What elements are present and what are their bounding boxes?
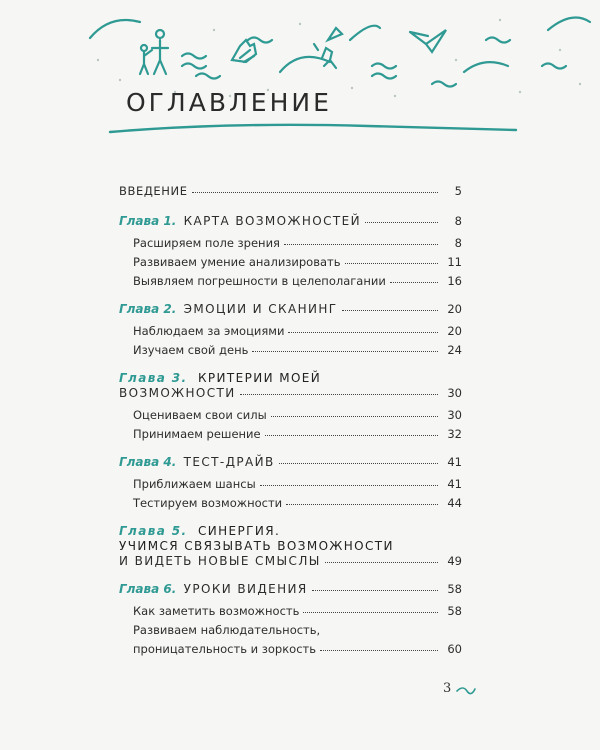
figure-icon bbox=[322, 48, 336, 68]
chapter-title-last-line bbox=[119, 386, 462, 400]
table-of-contents bbox=[119, 184, 462, 670]
chapter-5-entry[interactable] bbox=[119, 524, 462, 568]
leader-dots bbox=[312, 589, 438, 591]
arc-decoration bbox=[280, 57, 330, 72]
chapter-6-entry[interactable] bbox=[119, 582, 462, 596]
chapter-block bbox=[119, 371, 462, 441]
chapter-title: СИНЕРГИЯ. bbox=[197, 524, 281, 538]
page-number-swirl bbox=[455, 683, 477, 697]
chapter-title-last-line bbox=[119, 554, 462, 568]
section-entry[interactable] bbox=[133, 343, 462, 357]
chapter-1-entry[interactable] bbox=[119, 214, 462, 228]
title-underline bbox=[108, 118, 518, 138]
chapter-title: ТЕСТ-ДРАЙВ bbox=[183, 455, 275, 469]
chapter-title: И ВИДЕТЬ НОВЫЕ СМЫСЛЫ bbox=[119, 554, 321, 568]
section-label: Развиваем наблюдательность, bbox=[133, 623, 321, 637]
section-entry[interactable] bbox=[133, 255, 462, 269]
chapter-title: ВОЗМОЖНОСТИ bbox=[119, 386, 236, 400]
arc-decoration bbox=[548, 18, 590, 31]
section-label: Приближаем шансы bbox=[133, 477, 256, 491]
chapter-title: КАРТА ВОЗМОЖНОСТЕЙ bbox=[183, 214, 361, 228]
arc-decoration bbox=[464, 62, 508, 72]
page-number: 3 bbox=[443, 681, 452, 696]
leader-dots bbox=[240, 393, 438, 395]
section-label: Изучаем свой день bbox=[133, 343, 249, 357]
section-entry-multiline[interactable] bbox=[133, 623, 462, 656]
chapter-sections bbox=[119, 324, 462, 357]
chapter-title-line bbox=[119, 524, 462, 539]
section-entry[interactable] bbox=[133, 477, 462, 491]
leader-dots bbox=[192, 191, 438, 193]
leader-dots bbox=[325, 561, 438, 563]
chapter-page: 8 bbox=[454, 214, 462, 228]
person-icon bbox=[156, 30, 164, 38]
chapter-sections bbox=[119, 477, 462, 510]
chapter-sections bbox=[119, 236, 462, 288]
chapter-block bbox=[119, 582, 462, 656]
chapter-title-lines bbox=[119, 371, 462, 400]
wave-decoration bbox=[486, 38, 510, 43]
section-label: Наблюдаем за эмоциями bbox=[133, 324, 285, 338]
section-label: Как заметить возможность bbox=[133, 604, 300, 618]
chapter-prefix: Глава 3. bbox=[119, 371, 188, 385]
leader-dots bbox=[288, 331, 438, 333]
section-page: 32 bbox=[447, 427, 462, 441]
section-label: проницательность и зоркость bbox=[133, 642, 316, 656]
wave-decoration bbox=[372, 74, 396, 79]
leader-dots bbox=[252, 350, 438, 352]
chapter-title-line bbox=[119, 539, 462, 554]
section-entry[interactable] bbox=[133, 274, 462, 288]
section-page: 58 bbox=[447, 604, 462, 618]
section-label: Развиваем умение анализировать bbox=[133, 255, 341, 269]
chapter-prefix: Глава 5. bbox=[119, 524, 188, 538]
arc-decoration bbox=[90, 20, 140, 38]
section-entry[interactable] bbox=[133, 496, 462, 510]
wave-decoration bbox=[542, 64, 566, 69]
origami-bird-icon bbox=[410, 30, 446, 52]
arc-decoration bbox=[350, 26, 380, 40]
leader-dots bbox=[265, 434, 438, 436]
wave-decoration bbox=[182, 54, 206, 59]
leader-dots bbox=[365, 221, 438, 223]
section-entry[interactable] bbox=[133, 604, 462, 618]
section-label: Выявляем погрешности в целеполагании bbox=[133, 274, 386, 288]
hands-icon bbox=[232, 40, 256, 62]
leader-dots bbox=[271, 415, 438, 417]
leader-dots bbox=[390, 281, 438, 283]
section-first-line bbox=[133, 623, 462, 637]
chapter-prefix: Глава 1. bbox=[119, 214, 177, 228]
toc-intro-label: ВВЕДЕНИЕ bbox=[119, 184, 188, 198]
section-page: 24 bbox=[447, 343, 462, 357]
chapter-sections bbox=[119, 408, 462, 441]
leader-dots bbox=[284, 243, 438, 245]
chapter-block bbox=[119, 214, 462, 288]
page-title: ОГЛАВЛЕНИЕ bbox=[126, 88, 332, 117]
chapter-2-entry[interactable] bbox=[119, 302, 462, 316]
chapter-title: КРИТЕРИИ МОЕЙ bbox=[197, 371, 322, 385]
section-entry[interactable] bbox=[133, 427, 462, 441]
chapter-title: УЧИМСЯ СВЯЗЫВАТЬ ВОЗМОЖНОСТИ bbox=[119, 539, 394, 553]
wave-decoration bbox=[196, 74, 220, 79]
chapter-title: УРОКИ ВИДЕНИЯ bbox=[183, 582, 308, 596]
leader-dots bbox=[345, 262, 438, 264]
section-page: 16 bbox=[447, 274, 462, 288]
section-entry[interactable] bbox=[133, 324, 462, 338]
chapter-title: ЭМОЦИИ И СКАНИНГ bbox=[183, 302, 338, 316]
section-page: 44 bbox=[447, 496, 462, 510]
wave-decoration bbox=[182, 64, 206, 69]
chapter-block bbox=[119, 302, 462, 357]
section-label: Принимаем решение bbox=[133, 427, 261, 441]
leader-dots bbox=[320, 649, 438, 651]
chapter-page: 58 bbox=[447, 582, 462, 596]
chapter-4-entry[interactable] bbox=[119, 455, 462, 469]
chapter-block bbox=[119, 524, 462, 568]
chapter-page: 30 bbox=[447, 386, 462, 400]
chapter-3-entry[interactable] bbox=[119, 371, 462, 400]
section-entry[interactable] bbox=[133, 236, 462, 250]
chapter-prefix: Глава 4. bbox=[119, 455, 177, 469]
leader-dots bbox=[260, 484, 438, 486]
section-last-line bbox=[133, 642, 462, 656]
chapter-title-line bbox=[119, 371, 462, 386]
section-page: 41 bbox=[447, 477, 462, 491]
chapter-sections bbox=[119, 604, 462, 656]
chapter-page: 49 bbox=[447, 554, 462, 568]
chapter-block bbox=[119, 455, 462, 510]
leader-dots bbox=[342, 309, 438, 311]
chapter-title-lines bbox=[119, 524, 462, 568]
chapter-page: 20 bbox=[447, 302, 462, 316]
section-page: 20 bbox=[447, 324, 462, 338]
child-icon bbox=[141, 45, 147, 51]
section-label: Тестируем возможности bbox=[133, 496, 283, 510]
leader-dots bbox=[286, 503, 438, 505]
section-page: 30 bbox=[447, 408, 462, 422]
leader-dots bbox=[303, 611, 438, 613]
wave-decoration bbox=[248, 38, 272, 43]
chapter-page: 41 bbox=[447, 455, 462, 469]
wave-decoration bbox=[432, 82, 456, 87]
section-page: 8 bbox=[454, 236, 462, 250]
section-entry[interactable] bbox=[133, 408, 462, 422]
section-page: 60 bbox=[447, 642, 462, 656]
section-label: Расширяем поле зрения bbox=[133, 236, 280, 250]
section-page: 11 bbox=[447, 255, 462, 269]
toc-intro[interactable] bbox=[119, 184, 462, 198]
section-label: Оцениваем свои силы bbox=[133, 408, 267, 422]
wave-decoration bbox=[372, 64, 396, 69]
leader-dots bbox=[279, 462, 438, 464]
chapter-prefix: Глава 6. bbox=[119, 582, 177, 596]
chapter-prefix: Глава 2. bbox=[119, 302, 177, 316]
toc-intro-page: 5 bbox=[454, 184, 462, 198]
